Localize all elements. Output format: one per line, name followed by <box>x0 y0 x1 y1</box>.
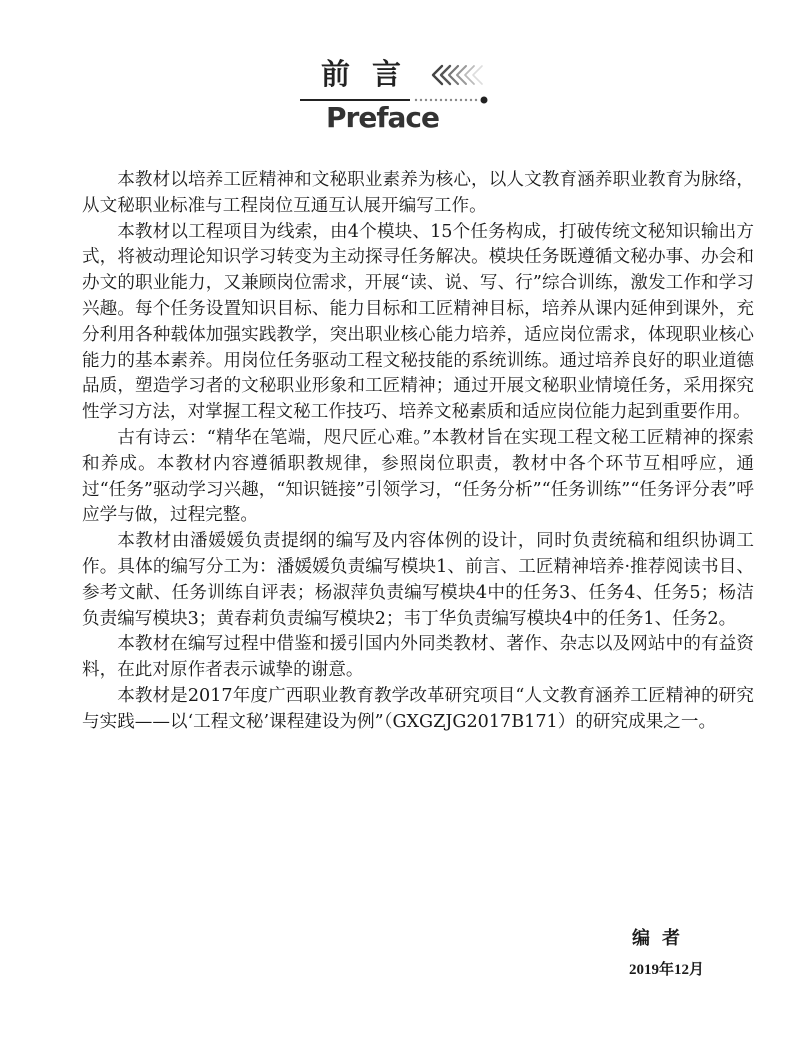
page-title: 前言 <box>321 57 424 91</box>
paragraph: 本教材由潘媛媛负责提纲的编写及内容体例的设计，同时负责统稿和组织协调工作。具体的编写分工为：潘媛媛负责编写模块1、前言、工匠精神培养·推荐阅读书目、参考文献、任务训练自评表；杨淑萍负责编写模块4中的任务3、任务4、任务5；杨洁负责编写模块3；黄春莉负责编写模块2；韦丁华负责编写模块4中的任务1、任务2。 <box>82 531 754 629</box>
paragraph: 本教材是2017年度广西职业教育教学改革研究项目“人文教育涵养工匠精神的研究与实践——以‘工程文秘’课程建设为例”（GXGZJG2017B171）的研究成果之一。 <box>82 685 754 732</box>
signature-date: 2019年12月 <box>628 962 704 978</box>
preface-body <box>82 168 754 736</box>
paragraph: 本教材以培养工匠精神和文秘职业素养为核心，以人文教育涵养职业教育为脉络，从文秘职业标准与工程岗位互通互认展开编写工作。 <box>82 170 754 216</box>
paragraph: 古有诗云：“精华在笔端，咫尺匠心难。”本教材旨在实现工程文秘工匠精神的探索和养成。本教材内容遵循职教规律，参照岗位职责，教材中各个环节互相呼应，通过“任务”驱动学习兴趣，“知识链接”引领学习，“任务分析”“任务训练”“任务评分表”呼应学与做，过程完整。 <box>82 427 754 526</box>
page-subtitle: Preface <box>326 101 439 134</box>
chevron-decoration-icon <box>428 62 488 88</box>
signature-author: 编者 <box>632 928 692 949</box>
paragraph: 本教材在编写过程中借鉴和援引国内外同类教材、著作、杂志以及网站中的有益资料，在此对原作者表示诚挚的谢意。 <box>82 634 754 681</box>
paragraph: 本教材以工程项目为线索，由4个模块、15个任务构成，打破传统文秘知识输出方式，将被动理论知识学习转变为主动探寻任务解决。模块任务既遵循文秘办事、办会和办文的职业能力，又兼顾岗位需求，开展“读、说、写、行”综合训练，激发工作和学习兴趣。每个任务设置知识目标、能力目标和工匠精神目标，培养从课内延伸到课外，充分利用各种载体加强实践教学，突出职业核心能力培养，适应岗位需求，体现职业核心能力的基本素养。用岗位任务驱动工程文秘技能的系统训练。通过培养良好的职业道德品质，塑造学习者的文秘职业形象和工匠精神；通过开展文秘职业情境任务，采用探究性学习方法，对掌握工程文秘工作技巧、培养文秘素质和适应岗位能力起到重要作用。 <box>82 221 754 423</box>
preface-header <box>0 0 790 150</box>
